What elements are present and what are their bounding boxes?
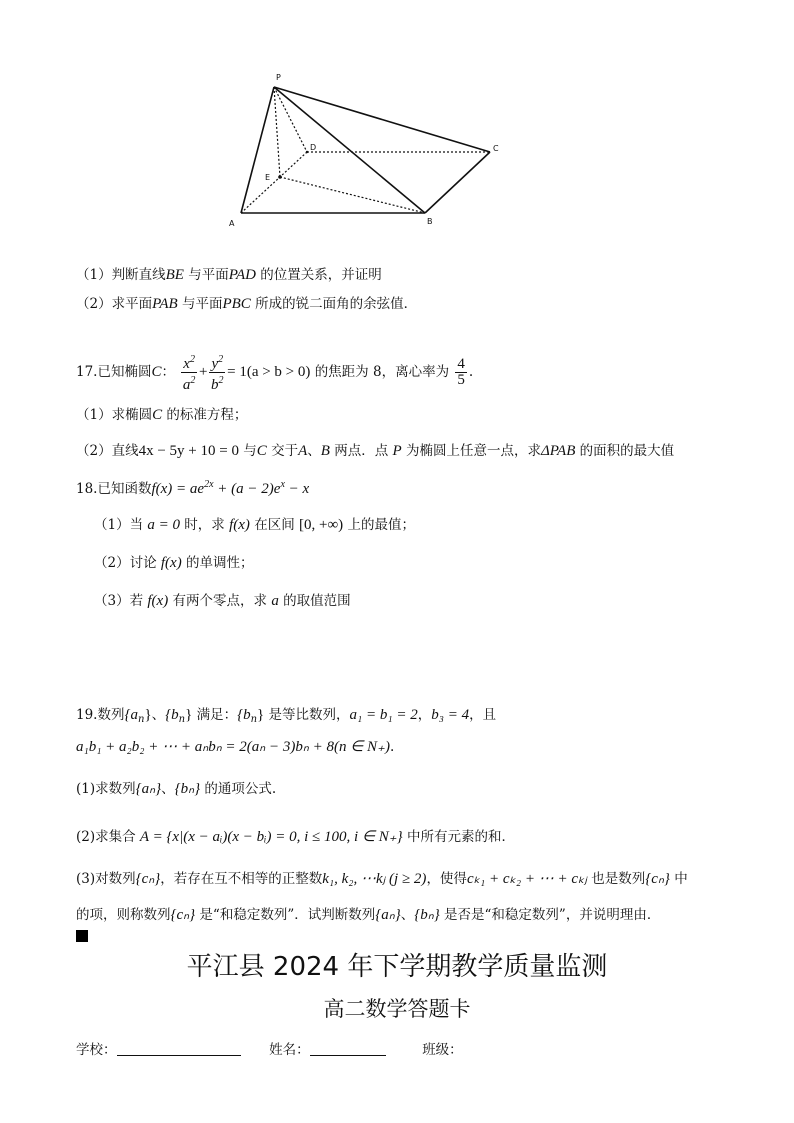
q19-stem-line1: 19.数列$\{a_n\}$、$\{b_n\}$ 满足：$\{b_n\}$ 是等比数列，a₁ = b₁ = 2，b₃ = 4，且 (76, 707, 497, 725)
q19-part1: (1)求数列{aₙ}、{bₙ} 的通项公式. (76, 781, 277, 797)
q17-part1: （1）求椭圆C 的标准方程； (76, 407, 248, 423)
q18-part1: （1）当 a = 0 时，求 f(x) 在区间 [0, +∞) 上的最值； (94, 517, 415, 533)
school-field[interactable] (117, 1041, 241, 1056)
q16-part1: （1）判断直线BE 与平面PAD 的位置关系，并证明 (76, 267, 382, 283)
label-P: P (276, 73, 281, 82)
q19-part3-cont: 的项，则称数列{cₙ} 是“和稳定数列”．试判断数列{aₙ}、{bₙ} 是否是“和稳定数列”，并说明理由． (76, 907, 661, 923)
name-label: 姓名： (269, 1042, 310, 1058)
name-field[interactable] (310, 1041, 386, 1056)
q19-part2: (2)求集合 A = {x|(x − aᵢ)(x − bᵢ) = 0, i ≤ 100, i ∈ N₊} 中所有元素的和． (76, 829, 515, 845)
label-E: E (265, 173, 271, 182)
q17-stem: 17.已知椭圆C： $\frac{x^2}{a^2}$ + $\frac{y^2}{b^2}$ = 1(a > b > 0) 的焦距为 8，离心率为 $\frac{4}{5}$ . (76, 354, 474, 393)
class-label: 班级： (422, 1042, 463, 1058)
q18-part3: （3）若 f(x) 有两个零点，求 a 的取值范围 (94, 593, 351, 609)
q19-part3: (3)对数列{cₙ}，若存在互不相等的正整数k₁, k₂, ⋯kⱼ (j ≥ 2)，使得cₖ₁ + cₖ₂ + ⋯ + cₖⱼ 也是数列{cₙ} 中 (76, 871, 688, 887)
q18-stem: 18.已知函数$f(x) = ae^{2x} + (a - 2)e^x - x$ (76, 479, 310, 497)
x2-over-a2: $\frac{x^2}{a^2}$ (182, 354, 196, 393)
eccentricity-fraction: $\frac{4}{5}$ (457, 356, 465, 388)
q17-part2: （2）直线4x − 5y + 10 = 0 与C 交于A、B 两点．点 P 为椭圆上任意一点，求ΔPAB 的面积的最大值 (76, 443, 675, 459)
q19-stem-line2: a₁b₁ + a₂b₂ + ⋯ + aₙbₙ = 2(aₙ − 3)bₙ + 8(n ∈ N₊). (76, 739, 395, 755)
school-label: 学校： (76, 1042, 117, 1058)
label-C: C (493, 144, 499, 153)
info-row (76, 1041, 463, 1059)
q18-part2: （2）讨论 f(x) 的单调性； (94, 555, 254, 571)
answer-sheet-title: 平江县 2024 年下学期教学质量监测 (186, 952, 608, 982)
label-A: A (229, 219, 235, 228)
q16-part2: （2）求平面PAB 与平面PBC 所成的锐二面角的余弦值． (76, 296, 418, 312)
label-B: B (427, 217, 433, 226)
corner-marker (76, 930, 88, 942)
answer-sheet-subtitle: 高二数学答题卡 (323, 997, 471, 1021)
pyramid-figure (0, 0, 794, 240)
y2-over-b2: $\frac{y^2}{b^2}$ (211, 354, 224, 393)
label-D: D (310, 143, 317, 152)
